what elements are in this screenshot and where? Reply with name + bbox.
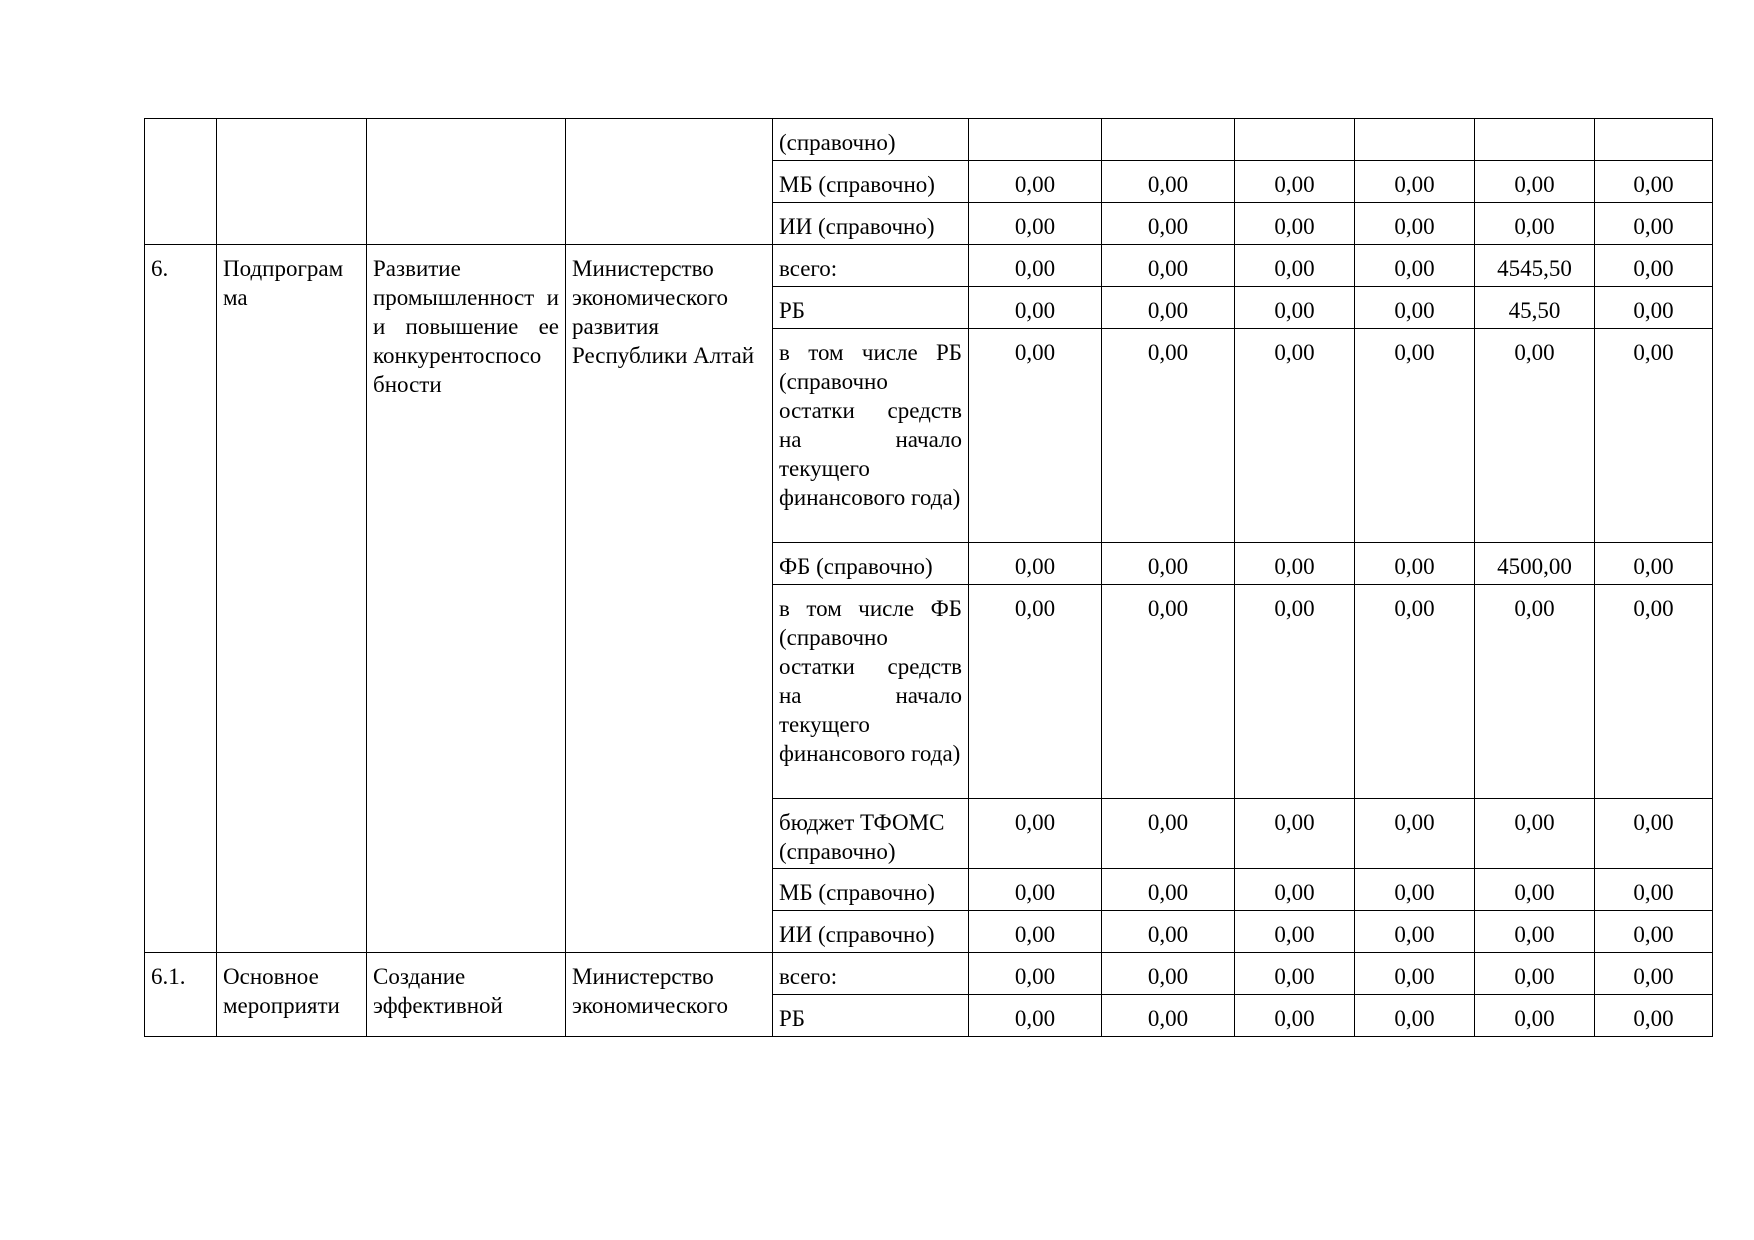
value-cell: 0,00 [1355, 953, 1475, 995]
source-label: МБ (справочно) [773, 869, 969, 911]
value-cell: 0,00 [1355, 585, 1475, 799]
value-cell: 0,00 [969, 995, 1102, 1037]
value-cell: 0,00 [1595, 329, 1713, 543]
value-cell: 0,00 [1235, 911, 1355, 953]
value-cell: 0,00 [1595, 245, 1713, 287]
value-cell: 0,00 [1355, 329, 1475, 543]
value-cell: 0,00 [1102, 995, 1235, 1037]
value-cell: 0,00 [1235, 203, 1355, 245]
value-cell: 0,00 [1235, 543, 1355, 585]
value-cell: 0,00 [1595, 995, 1713, 1037]
source-label: всего: [773, 245, 969, 287]
value-cell: 0,00 [1235, 585, 1355, 799]
value-cell: 0,00 [1475, 869, 1595, 911]
value-cell: 0,00 [1355, 799, 1475, 869]
empty-cell [217, 119, 367, 245]
value-cell: 0,00 [1475, 585, 1595, 799]
value-cell [1102, 119, 1235, 161]
value-cell: 4500,00 [1475, 543, 1595, 585]
source-label: в том числе ФБ (справочно остатки средств на начало текущего финансового года) [773, 585, 969, 799]
value-cell: 0,00 [1235, 161, 1355, 203]
value-cell: 0,00 [1475, 953, 1595, 995]
value-cell: 0,00 [1475, 161, 1595, 203]
value-cell: 0,00 [969, 911, 1102, 953]
value-cell: 0,00 [1102, 953, 1235, 995]
value-cell: 0,00 [1475, 799, 1595, 869]
row-name: Создание эффективной [367, 953, 566, 1037]
value-cell: 0,00 [1102, 287, 1235, 329]
value-cell: 0,00 [1355, 869, 1475, 911]
source-label: (справочно) [773, 119, 969, 161]
source-label: РБ [773, 287, 969, 329]
value-cell: 0,00 [1355, 543, 1475, 585]
value-cell: 0,00 [1102, 161, 1235, 203]
value-cell: 0,00 [1355, 203, 1475, 245]
table-row [145, 245, 1713, 287]
value-cell: 0,00 [1355, 287, 1475, 329]
value-cell: 0,00 [1595, 543, 1713, 585]
empty-cell [566, 119, 773, 245]
value-cell: 0,00 [1235, 287, 1355, 329]
source-label: в том числе РБ (справочно остатки средств на начало текущего финансового года) [773, 329, 969, 543]
value-cell: 0,00 [1102, 203, 1235, 245]
value-cell: 0,00 [1595, 203, 1713, 245]
source-label: ИИ (справочно) [773, 911, 969, 953]
source-label: всего: [773, 953, 969, 995]
value-cell: 0,00 [1102, 585, 1235, 799]
value-cell [1475, 119, 1595, 161]
row-executor: Министерство экономического [566, 953, 773, 1037]
empty-cell [367, 119, 566, 245]
row-type: Основное мероприяти [217, 953, 367, 1037]
source-label: ФБ (справочно) [773, 543, 969, 585]
empty-cell [145, 119, 217, 245]
value-cell: 0,00 [1595, 161, 1713, 203]
value-cell: 0,00 [969, 161, 1102, 203]
value-cell: 0,00 [1235, 953, 1355, 995]
value-cell: 0,00 [969, 329, 1102, 543]
value-cell [969, 119, 1102, 161]
source-label: ИИ (справочно) [773, 203, 969, 245]
value-cell: 0,00 [1595, 953, 1713, 995]
value-cell: 0,00 [1235, 995, 1355, 1037]
value-cell: 0,00 [1235, 869, 1355, 911]
value-cell: 0,00 [1595, 287, 1713, 329]
value-cell: 0,00 [969, 203, 1102, 245]
value-cell: 45,50 [1475, 287, 1595, 329]
value-cell: 0,00 [1102, 869, 1235, 911]
value-cell [1595, 119, 1713, 161]
value-cell: 0,00 [1355, 995, 1475, 1037]
value-cell: 0,00 [969, 953, 1102, 995]
value-cell [1235, 119, 1355, 161]
row-type: Подпрограм ма [217, 245, 367, 953]
financing-table [144, 118, 1713, 1037]
value-cell: 0,00 [1235, 245, 1355, 287]
value-cell: 0,00 [969, 585, 1102, 799]
value-cell: 0,00 [1235, 329, 1355, 543]
row-name: Развитие промышленност и и повышение ее конкурентоспосо бности [367, 245, 566, 953]
source-label: МБ (справочно) [773, 161, 969, 203]
source-label: бюджет ТФОМС (справочно) [773, 799, 969, 869]
row-number: 6.1. [145, 953, 217, 1037]
value-cell: 0,00 [969, 869, 1102, 911]
value-cell: 0,00 [969, 287, 1102, 329]
value-cell [1355, 119, 1475, 161]
value-cell: 0,00 [1475, 203, 1595, 245]
value-cell: 0,00 [1102, 329, 1235, 543]
value-cell: 0,00 [1595, 911, 1713, 953]
value-cell: 0,00 [1355, 161, 1475, 203]
value-cell: 0,00 [1102, 911, 1235, 953]
value-cell: 0,00 [969, 799, 1102, 869]
value-cell: 0,00 [1475, 995, 1595, 1037]
value-cell: 0,00 [1595, 799, 1713, 869]
value-cell: 0,00 [1102, 245, 1235, 287]
value-cell: 0,00 [1475, 329, 1595, 543]
value-cell: 0,00 [1235, 799, 1355, 869]
row-executor: Министерство экономического развития Республики Алтай [566, 245, 773, 953]
value-cell: 0,00 [1102, 799, 1235, 869]
row-number: 6. [145, 245, 217, 953]
value-cell: 0,00 [1595, 585, 1713, 799]
value-cell: 0,00 [1595, 869, 1713, 911]
source-label: РБ [773, 995, 969, 1037]
value-cell: 4545,50 [1475, 245, 1595, 287]
value-cell: 0,00 [1475, 911, 1595, 953]
value-cell: 0,00 [969, 245, 1102, 287]
table-row [145, 119, 1713, 161]
value-cell: 0,00 [1102, 543, 1235, 585]
value-cell: 0,00 [1355, 911, 1475, 953]
table-row [145, 953, 1713, 995]
value-cell: 0,00 [969, 543, 1102, 585]
value-cell: 0,00 [1355, 245, 1475, 287]
